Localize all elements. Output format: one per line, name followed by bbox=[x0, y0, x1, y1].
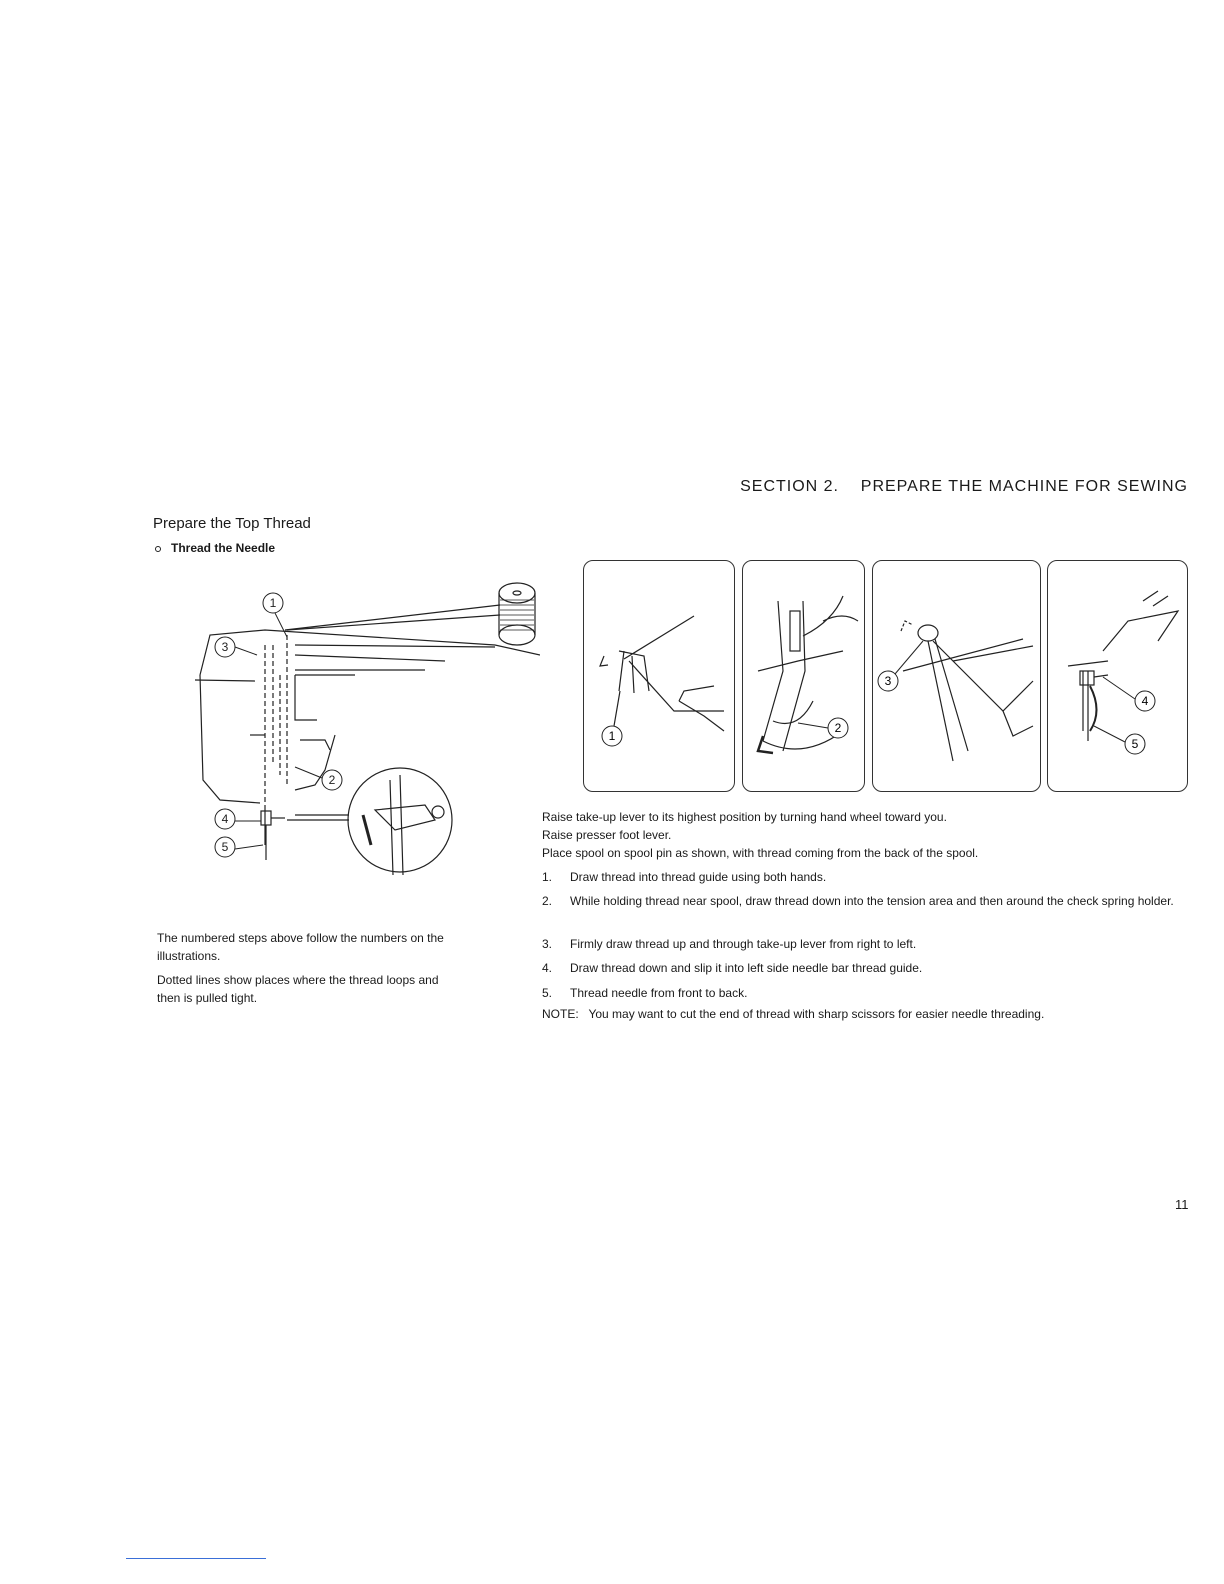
step-1-number: 1. bbox=[542, 870, 553, 884]
step-4 bbox=[542, 959, 1188, 977]
caption-paragraph-1: The numbered steps above follow the numbers on the illustrations. bbox=[157, 931, 444, 963]
step-5-number: 5. bbox=[542, 986, 553, 1000]
step-5 bbox=[542, 984, 1188, 1002]
step-3-text: Firmly draw thread up and through take-up lever from right to left. bbox=[570, 937, 917, 951]
step-4-text: Draw thread down and slip it into left side needle bar thread guide. bbox=[570, 961, 923, 975]
step-panel-2 bbox=[742, 560, 865, 792]
callout-5: 5 bbox=[221, 840, 229, 854]
subtitle bbox=[155, 541, 275, 555]
step-2-number: 2. bbox=[542, 894, 553, 908]
callout-1: 1 bbox=[269, 596, 277, 610]
step-panel-4 bbox=[1047, 560, 1188, 792]
callout-2: 2 bbox=[328, 773, 336, 787]
subtitle-text: Thread the Needle bbox=[171, 541, 276, 555]
footer-rule bbox=[126, 1558, 266, 1559]
section-header: SECTION 2. PREPARE THE MACHINE FOR SEWING bbox=[740, 478, 1188, 495]
step-1-text: Draw thread into thread guide using both hands. bbox=[570, 870, 827, 884]
step-4-illustration bbox=[1048, 561, 1187, 791]
step-1 bbox=[542, 868, 1188, 886]
step-1-illustration bbox=[584, 561, 734, 791]
panel-4-callout-4: 4 bbox=[1141, 694, 1149, 708]
step-2-text: While holding thread near spool, draw thread down into the tension area and then around the check spring holder. bbox=[570, 894, 1174, 908]
step-3 bbox=[542, 935, 1188, 953]
intro-line-3: Place spool on spool pin as shown, with thread coming from the back of the spool. bbox=[542, 846, 979, 860]
step-3-number: 3. bbox=[542, 937, 553, 951]
page-title: Prepare the Top Thread bbox=[153, 515, 311, 532]
bullet-icon bbox=[155, 546, 161, 552]
step-5-text: Thread needle from front to back. bbox=[570, 986, 748, 1000]
panel-4-callout-5: 5 bbox=[1131, 737, 1139, 751]
step-2 bbox=[542, 892, 1188, 910]
panel-2-callout: 2 bbox=[834, 721, 842, 735]
callout-4: 4 bbox=[221, 812, 229, 826]
intro-line-1: Raise take-up lever to its highest position by turning hand wheel toward you. bbox=[542, 810, 947, 824]
step-2-illustration bbox=[743, 561, 864, 791]
page-number: 11 bbox=[1175, 1197, 1189, 1212]
step-panel-1 bbox=[583, 560, 735, 792]
panel-1-callout: 1 bbox=[608, 729, 616, 743]
step-panel-3 bbox=[872, 560, 1041, 792]
callout-3: 3 bbox=[221, 640, 229, 654]
step-4-number: 4. bbox=[542, 961, 553, 975]
caption-paragraph-2: Dotted lines show places where the thread loops and then is pulled tight. bbox=[157, 973, 439, 1005]
panel-3-callout: 3 bbox=[884, 674, 892, 688]
note-text: NOTE: You may want to cut the end of thread with sharp scissors for easier needle threading. bbox=[542, 1007, 1045, 1021]
intro-line-2: Raise presser foot lever. bbox=[542, 828, 672, 842]
step-3-illustration bbox=[873, 561, 1040, 791]
machine-threading-illustration bbox=[195, 575, 540, 895]
